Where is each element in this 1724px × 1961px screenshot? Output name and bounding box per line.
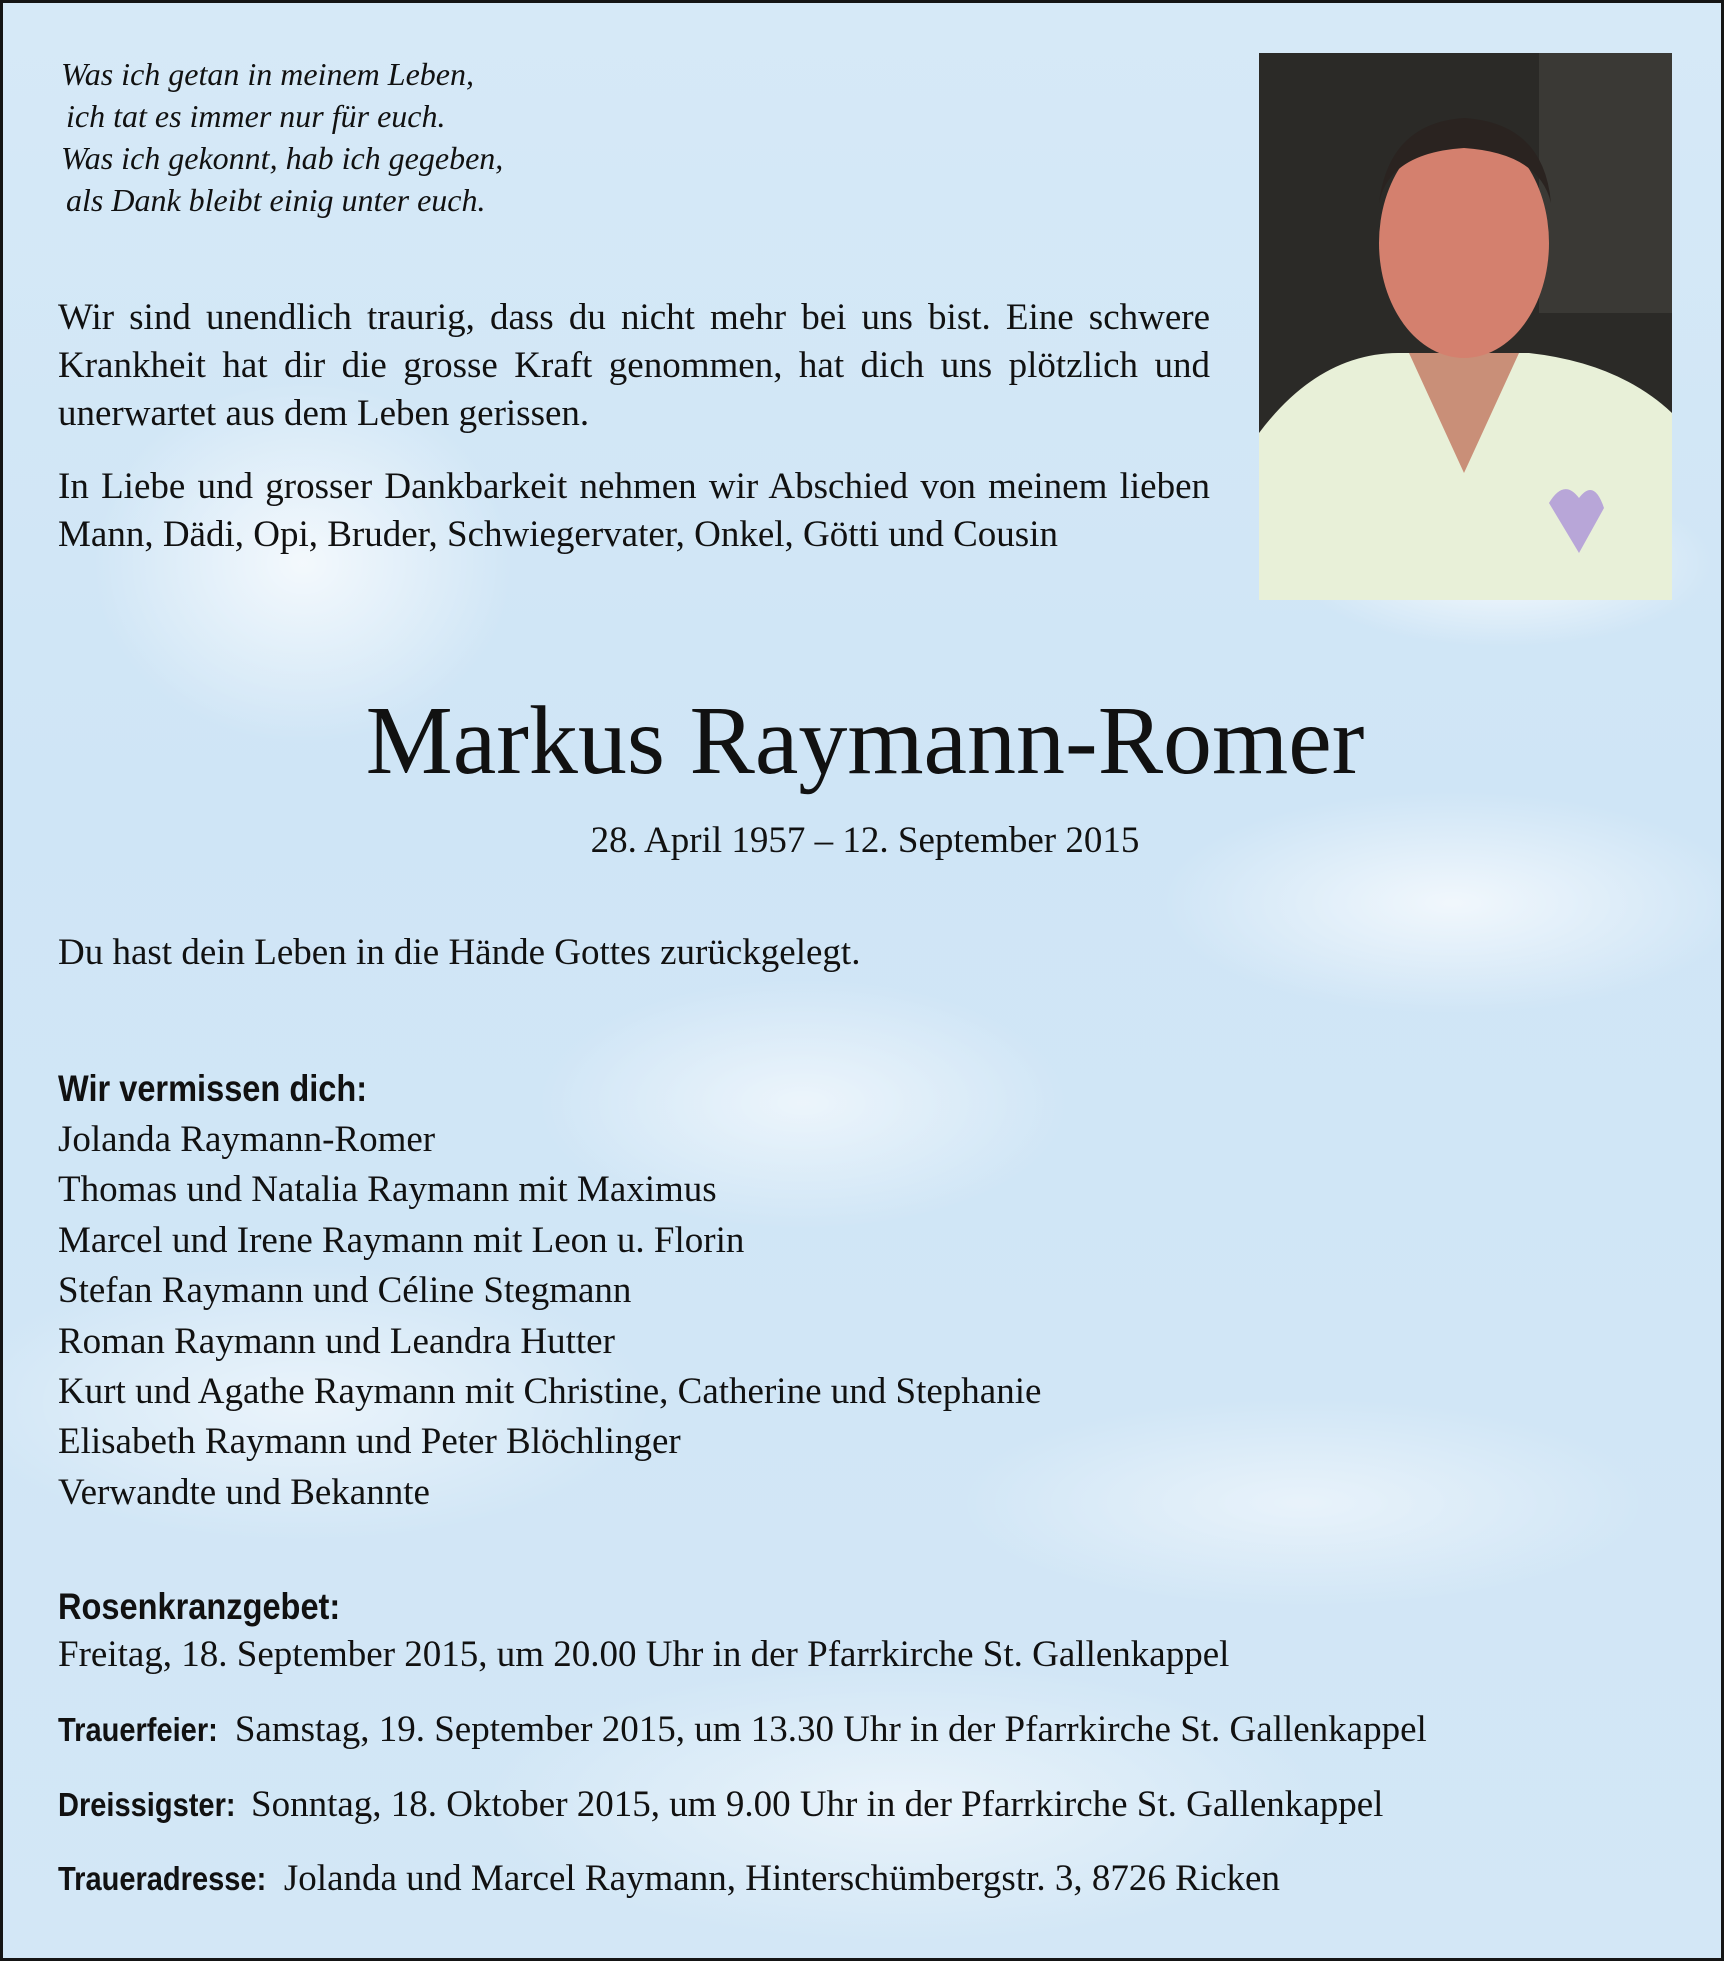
address-info [58, 1857, 1280, 1900]
poem-line: als Dank bleibt einig unter euch. [66, 182, 486, 218]
mourner: Kurt und Agathe Raymann mit Christine, Catherine und Stephanie [58, 1371, 1042, 1413]
quote: Du hast dein Leben in die Hände Gottes zurückgelegt. [58, 932, 861, 973]
intro-paragraph: Wir sind unendlich traurig, dass du nicht mehr bei uns bist. Eine schwere Krankheit hat dir die grosse Kraft genommen, hat dich uns plötzlich und unerwartet aus dem Leben gerissen. [58, 297, 1210, 434]
life-dates: 28. April 1957 – 12. September 2015 [590, 820, 1140, 861]
deceased-name: Markus Raymann-Romer [365, 687, 1365, 795]
thirtieth-details: Sonntag, 18. Oktober 2015, um 9.00 Uhr in der Pfarrkirche St. Gallenkappel [251, 1784, 1384, 1825]
thirtieth-label: Dreissigster: [58, 1786, 236, 1823]
address-details: Jolanda und Marcel Raymann, Hinterschümbergstr. 3, 8726 Ricken [283, 1858, 1280, 1899]
rosary-details: Freitag, 18. September 2015, um 20.00 Uhr in der Pfarrkirche St. Gallenkappel [58, 1634, 1230, 1675]
mourner: Roman Raymann und Leandra Hutter [58, 1320, 615, 1362]
funeral-details: Samstag, 19. September 2015, um 13.30 Uhr in der Pfarrkirche St. Gallenkappel [234, 1709, 1427, 1750]
mourner: Elisabeth Raymann und Peter Blöchlinger [58, 1421, 681, 1463]
mourner: Marcel und Irene Raymann mit Leon u. Florin [58, 1219, 745, 1261]
mourners-heading: Wir vermissen dich: [58, 1068, 368, 1109]
funeral-label: Trauerfeier: [58, 1711, 218, 1748]
farewell-paragraph: In Liebe und grosser Dankbarkeit nehmen wir Abschied von meinem lieben Mann, Dädi, Opi, Bruder, Schwiegervater, Onkel, Götti und Cousin [58, 466, 1210, 555]
mourner: Jolanda Raymann-Romer [58, 1119, 436, 1160]
thirtieth-info [58, 1783, 1383, 1826]
mourner: Verwandte und Bekannte [58, 1471, 430, 1513]
mourners-list [58, 1115, 1041, 1518]
poem-line: ich tat es immer nur für euch. [66, 98, 446, 134]
rosary-label: Rosenkranzgebet: [58, 1586, 341, 1627]
poem-line: Was ich gekonnt, hab ich gegeben, [61, 140, 504, 176]
address-label: Traueradresse: [58, 1860, 267, 1897]
mourner: Stefan Raymann und Céline Stegmann [58, 1270, 632, 1312]
poem [61, 53, 503, 221]
portrait-photo [1259, 53, 1672, 600]
funeral-info [58, 1708, 1427, 1751]
mourner: Thomas und Natalia Raymann mit Maximus [58, 1169, 717, 1211]
poem-line: Was ich getan in meinem Leben, [61, 56, 474, 92]
